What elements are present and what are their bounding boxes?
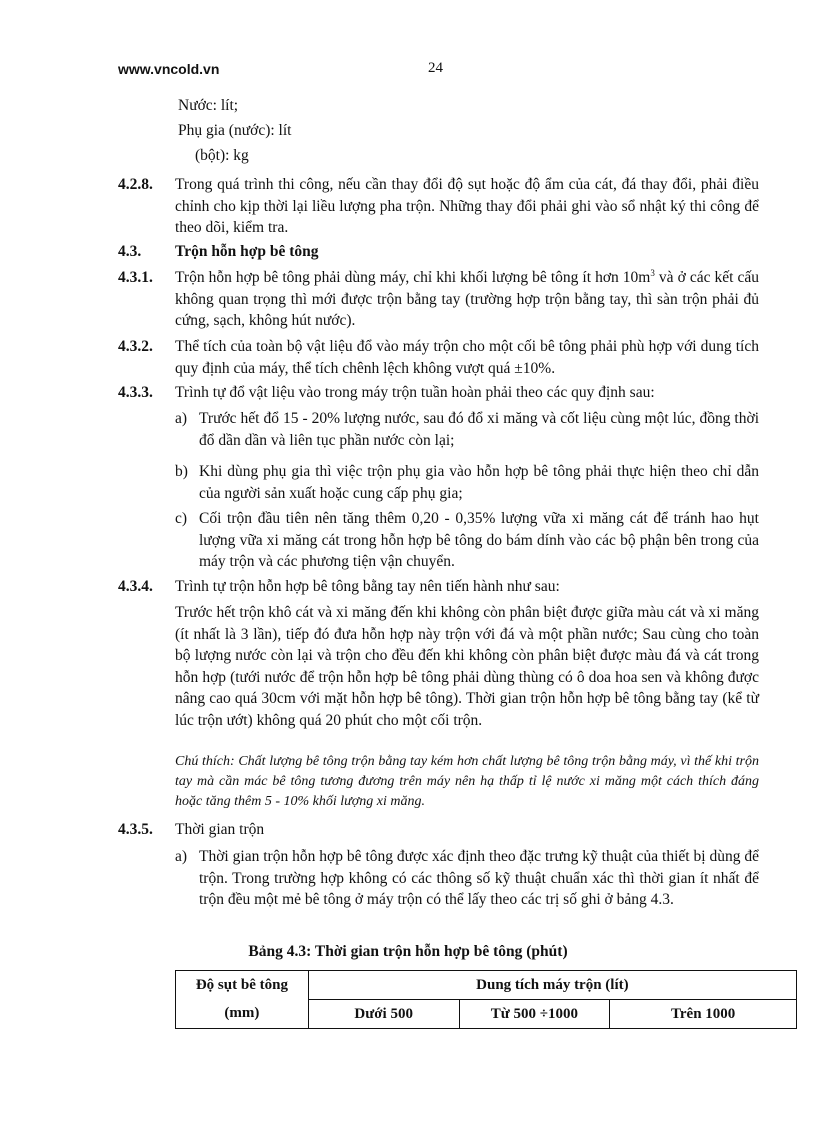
page-number: 24 bbox=[428, 60, 443, 76]
site-url: www.vncold.vn bbox=[118, 61, 220, 77]
list-item bbox=[175, 408, 759, 451]
list-item-label: a) bbox=[175, 848, 188, 865]
table-header-cell: Từ 500 ÷1000 bbox=[459, 1000, 610, 1029]
table-row bbox=[176, 971, 797, 1000]
table-header-cell: Trên 1000 bbox=[610, 1000, 797, 1029]
material-admixture-powder: (bột): kg bbox=[195, 147, 249, 164]
section-text-4-3-4: Trình tự trộn hỗn hợp bê tông bằng tay nên tiến hành như sau: bbox=[175, 578, 560, 595]
section-number-4-3-3: 4.3.3. bbox=[118, 384, 153, 401]
table-header-cell: Độ sụt bê tông bbox=[176, 971, 309, 1000]
list-item-label: c) bbox=[175, 510, 188, 527]
list-item-label: a) bbox=[175, 410, 188, 427]
list-item bbox=[175, 846, 759, 911]
section-number-4-3-4: 4.3.4. bbox=[118, 578, 153, 595]
table-caption: Bảng 4.3: Thời gian trộn hỗn hợp bê tông (phút) bbox=[248, 943, 568, 960]
section-body-4-3-4: Trước hết trộn khô cát và xi măng đến khi không còn phân biệt được giữa màu cát và xi măng (ít nhất là 3 lần), tiếp đó đưa hỗn hợp này trộn với đá và một phần nước; Sau cùng cho toàn bộ lượng nước còn lại và trộn cho đều đến khi không còn phân biệt được màu đá và cát trong hỗn hợp (tưới nước để trộn hỗn hợp bê tông phải dùng thùng có ô doa hoa sen và không được nâng cao quá 30cm với mặt hỗn hợp bê tông). Thời gian trộn hỗn hợp bê tông bằng tay (kể từ lúc trộn ướt) không quá 20 phút cho một cối trộn. bbox=[175, 604, 759, 729]
section-title-4-3: Trộn hỗn hợp bê tông bbox=[175, 243, 319, 260]
section-text-4-3-5: Thời gian trộn bbox=[175, 821, 265, 838]
table-row bbox=[176, 1000, 797, 1029]
mixing-time-table bbox=[175, 970, 797, 1029]
list-item-text: Trước hết đổ 15 - 20% lượng nước, sau đó đổ xi măng và cốt liệu cùng một lúc, đồng thời đổ dần dần và liên tục phần nước còn lại; bbox=[199, 410, 759, 449]
list-item bbox=[175, 508, 759, 573]
table-header-cell: (mm) bbox=[176, 1000, 309, 1029]
section-text-4-3-3: Trình tự đổ vật liệu vào trong máy trộn tuần hoàn phải theo các quy định sau: bbox=[175, 384, 655, 401]
note-text: Chú thích: Chất lượng bê tông trộn bằng tay kém hơn chất lượng bê tông trộn bằng máy, vì thế khi trộn tay mà cần mác bê tông tương đương trên máy nên hạ thấp tỉ lệ nước xi măng một cách thích đáng hoặc tăng thêm 5 - 10% khối lượng xi măng. bbox=[175, 754, 759, 809]
section-number-4-2-8: 4.2.8. bbox=[118, 176, 153, 193]
section-text-4-3-2: Thể tích của toàn bộ vật liệu đổ vào máy trộn cho một cối bê tông phải phù hợp với dung tích quy định của máy, thể tích chênh lệch không vượt quá ±10%. bbox=[175, 338, 759, 377]
material-water: Nước: lít; bbox=[178, 97, 239, 114]
list-item bbox=[175, 461, 759, 504]
section-number-4-3-5: 4.3.5. bbox=[118, 821, 153, 838]
section-text-4-3-1: Trộn hỗn hợp bê tông phải dùng máy, chỉ khi khối lượng bê tông ít hơn $10m^3$ và ở các kết cấu không quan trọng thì mới được trộn bằng tay (trường hợp trộn bằng tay, thì sàn trộn phải đủ cứng, sạch, không hút nước). bbox=[175, 267, 759, 329]
list-item-label: b) bbox=[175, 463, 188, 480]
list-item-text: Thời gian trộn hỗn hợp bê tông được xác định theo đặc trưng kỹ thuật của thiết bị dùng để trộn. Trong trường hợp không có các thông số kỹ thuật chuẩn xác thì thời gian ít nhất để trộn đều một mẻ bê tông ở máy trộn có thể lấy theo các trị số ghi ở bảng 4.3. bbox=[199, 848, 759, 908]
table-header-cell: Dung tích máy trộn (lít) bbox=[308, 971, 796, 1000]
section-text-4-2-8: Trong quá trình thi công, nếu cần thay đổi độ sụt hoặc độ ẩm của cát, đá thay đổi, phải điều chỉnh cho kịp thời lại liều lượng pha trộn. Những thay đổi phải ghi vào sổ nhật ký thi công để theo dõi, kiểm tra. bbox=[175, 176, 759, 236]
table-header-cell: Dưới 500 bbox=[308, 1000, 459, 1029]
list-item-text: Khi dùng phụ gia thì việc trộn phụ gia vào hỗn hợp bê tông phải thực hiện theo chỉ dẫn của người sản xuất hoặc cung cấp phụ gia; bbox=[199, 463, 759, 502]
list-item-text: Cối trộn đầu tiên nên tăng thêm 0,20 - 0,35% lượng vữa xi măng cát để tránh hao hụt lượng vữa xi măng cát trong hỗn hợp bê tông do bám dính vào các bộ phận bên trong của máy trộn và các phương tiện vận chuyển. bbox=[199, 510, 759, 570]
material-admixture-liquid: Phụ gia (nước): lít bbox=[178, 122, 292, 139]
section-number-4-3-2: 4.3.2. bbox=[118, 338, 153, 355]
section-number-4-3-1: 4.3.1. bbox=[118, 269, 153, 286]
section-number-4-3: 4.3. bbox=[118, 243, 142, 260]
